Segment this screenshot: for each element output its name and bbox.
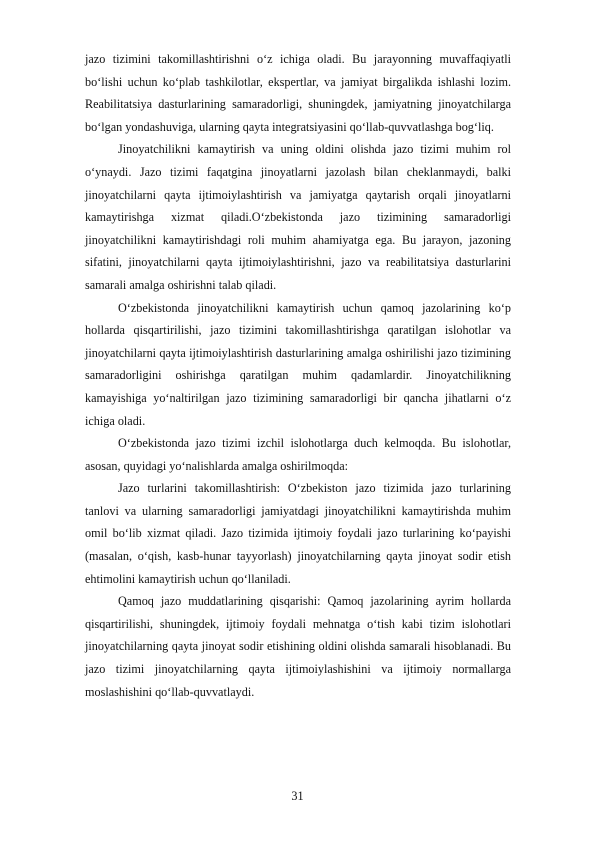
document-body: [85, 48, 511, 703]
paragraph-prison-terms: Qamoq jazo muddatlarining qisqarishi: Qamoq jazolarining ayrim hollarda qisqartirilishi, shuningdek, ijtimoiy foydali mehnatga o‘tish kabi tizim islohotlari jinoyatchilarning qayta jinoyat sodir etishining oldini olishda samarali hisoblanadi. Bu jazo tizimi jinoyatchilarning qayta ijtimoiylashishini va ijtimoiy normallarga moslashishini qo‘llab-quvvatlaydi.: [85, 594, 511, 699]
page-number: 31: [291, 789, 304, 803]
paragraph-reforms-intro: O‘zbekistonda jazo tizimi izchil islohotlarga duch kelmoqda. Bu islohotlar, asosan, quyidagi yo‘nalishlarda amalga oshirilmoqda:: [85, 436, 511, 473]
paragraph-uzbekistan-measures: O‘zbekistonda jinoyatchilikni kamaytirish uchun qamoq jazolarining ko‘p hollarda qisqartirilishi, jazo tizimini takomillashtirishga qaratilgan islohotlar va jinoyatchilarni qayta ijtimoiylashtirish dasturlarining amalga oshirilishi jazo tizimining samaradorligini oshirishga qaratilgan muhim qadamlardir. Jinoyatchilikning kamayishiga yo‘naltirilgan jazo tizimining samaradorligi bir qancha jihatlarni o‘z ichiga oladi.: [85, 300, 511, 428]
paragraph-continuation: jazo tizimini takomillashtirishni o‘z ichiga oladi. Bu jarayonning muvaffaqiyatli bo‘lishi uchun ko‘plab tashkilotlar, ekspertlar, va jamiyat birgalikda ishlashi lozim. Reabilitatsiya dasturlarining samaradorligi, shuningdek, jamiyatning jinoyatchilarga bo‘lgan yondashuviga, ularning qayta integratsiyasini qo‘llab-quvvatlashga bog‘liq.: [85, 52, 511, 134]
paragraph-crime-reduction-role: Jinoyatchilikni kamaytirish va uning oldini olishda jazo tizimi muhim rol o‘ynaydi. Jazo tizimi faqatgina jinoyatlarni jazolash bilan cheklanmaydi, balki jinoyatchilarni qayta ijtimoiylashtirish va jamiyatga qaytarish orqali jinoyatlarni kamaytirishga xizmat qiladi.O‘zbekistonda jazo tizimining samaradorligi jinoyatchilikni kamaytirishdagi roli muhim ahamiyatga ega. Bu jarayon, jazoning sifatini, jinoyatchilarni qayta ijtimoiylashtirishni, jazo va reabilitatsiya dasturlarini samarali amalga oshirishni talab qiladi.: [85, 142, 511, 292]
paragraph-punishment-types: Jazo turlarini takomillashtirish: O‘zbekiston jazo tizimida jazo turlarining tanlovi va ularning samaradorligi jamiyatdagi jinoyatchilikni kamaytirishda muhim omil bo‘lib xizmat qiladi. Jazo tizimida ijtimoiy foydali jazo turlarining ko‘payishi (masalan, o‘qish, kasb-hunar tayyorlash) jinoyatchilarning qayta jinoyat sodir etish ehtimolini kamaytirish uchun qo‘llaniladi.: [85, 481, 511, 586]
